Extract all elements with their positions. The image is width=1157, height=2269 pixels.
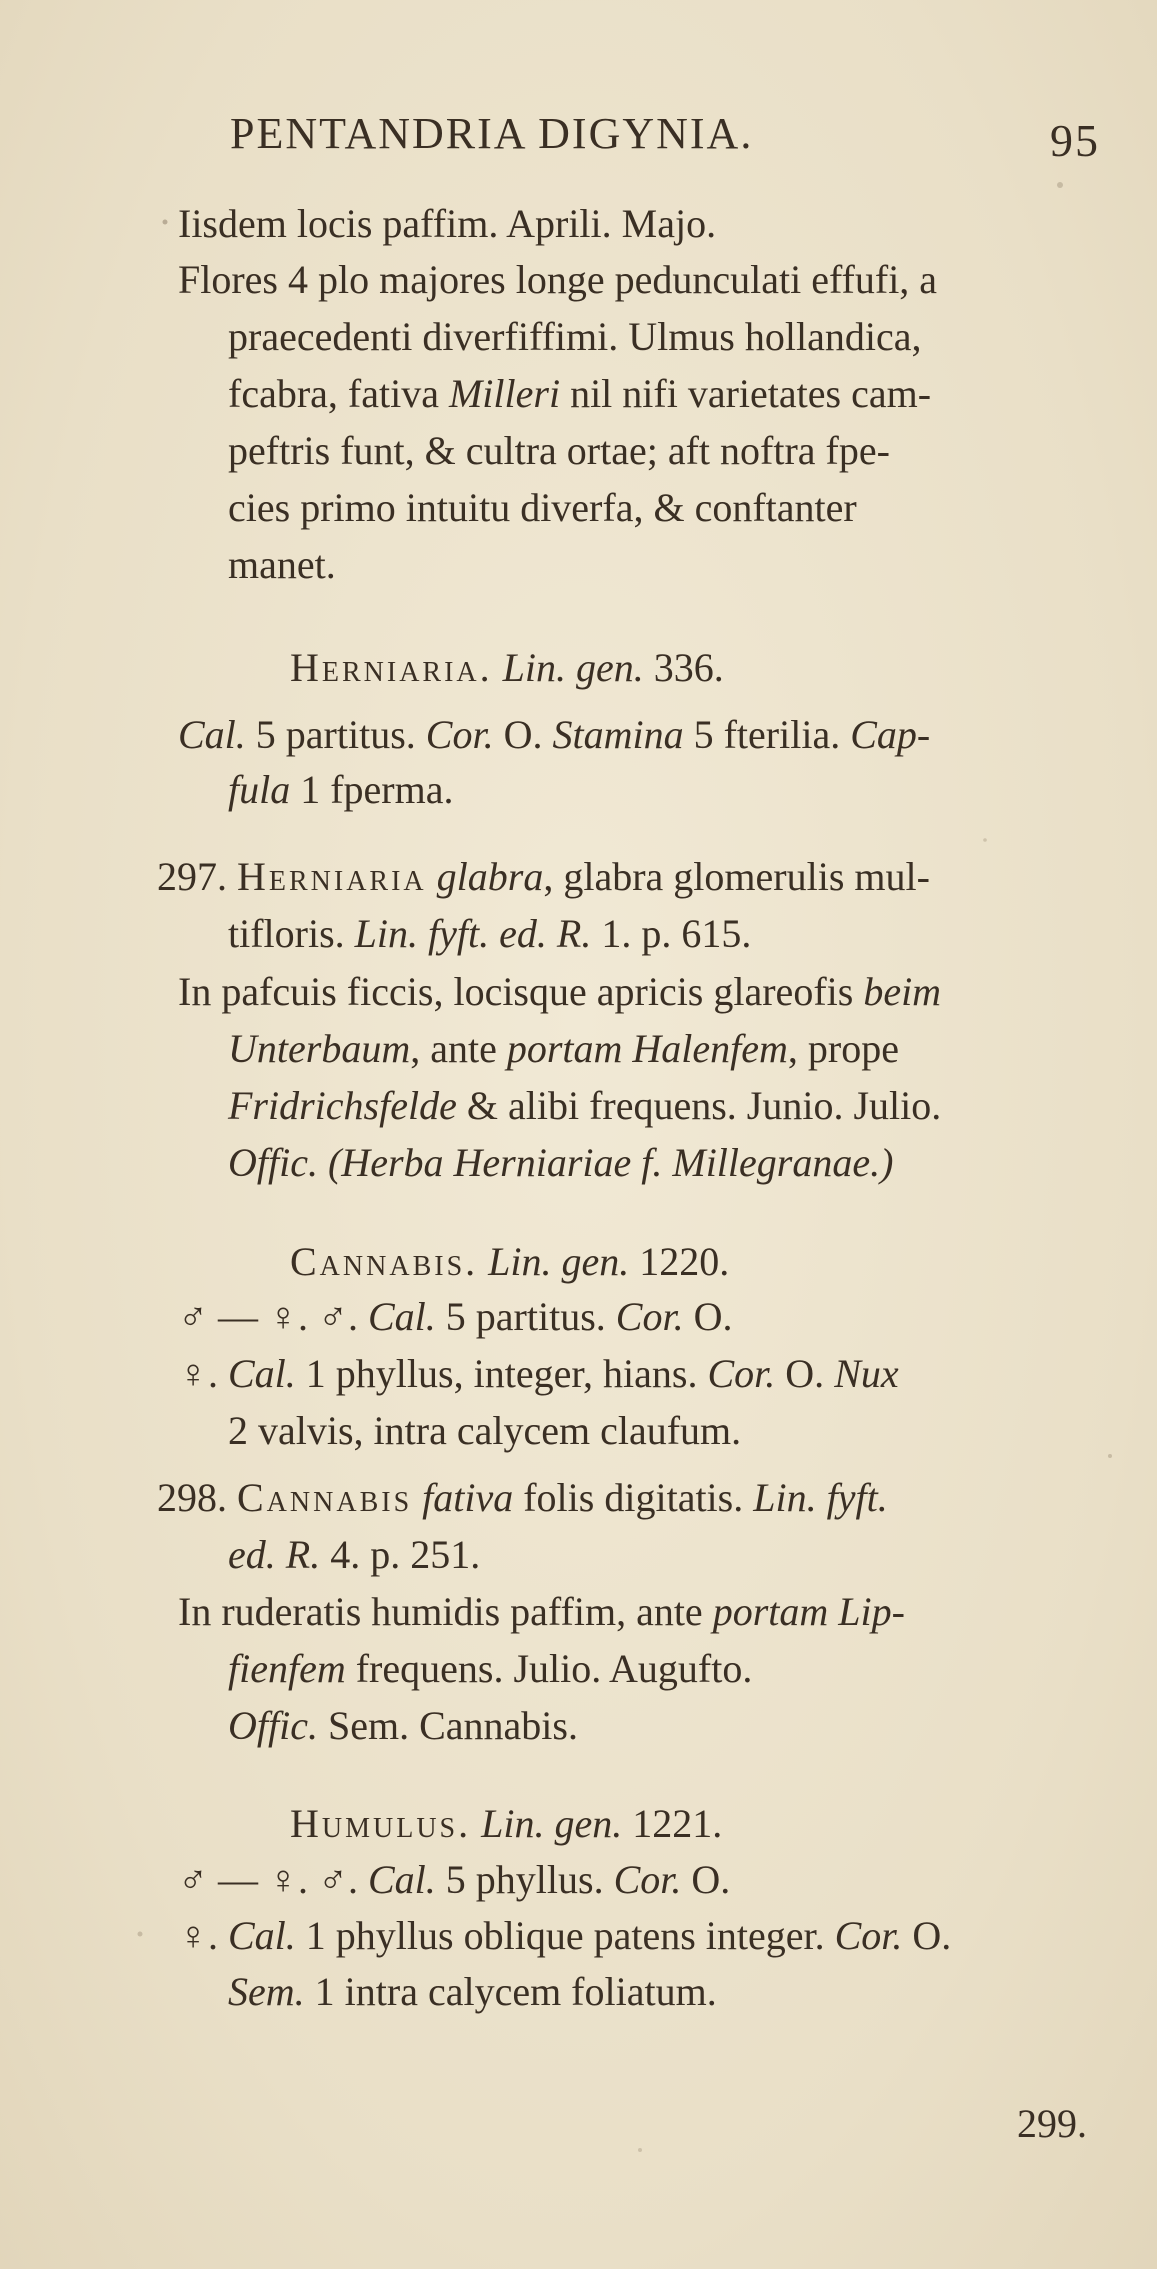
text-line: In pafcuis ficcis, locisque apricis glareofis beim xyxy=(178,969,942,1014)
text-line: ♀. Cal. 1 phyllus, integer, hians. Cor. O. Nux xyxy=(178,1351,899,1396)
text-line: Cal. 5 partitus. Cor. O. Stamina 5 fterilia. Cap- xyxy=(178,712,931,757)
catchword: 299. xyxy=(1017,2101,1087,2146)
text-line: Sem. 1 intra calycem foliatum. xyxy=(228,1969,717,2014)
genus-heading: Herniaria. Lin. gen. 336. xyxy=(290,645,724,690)
page-header xyxy=(230,108,1100,168)
text-line: fienfem frequens. Julio. Augufto. xyxy=(228,1646,753,1691)
running-title: PENTANDRIA DIGYNIA. xyxy=(230,109,754,158)
text-line: Offic. Sem. Cannabis. xyxy=(228,1703,578,1748)
text-line: 2 valvis, intra calycem claufum. xyxy=(228,1408,742,1453)
text-line: fula 1 fperma. xyxy=(228,767,454,812)
text-line: ♂ — ♀. ♂. Cal. 5 phyllus. Cor. O. xyxy=(178,1857,731,1902)
text-line: tifloris. Lin. fyft. ed. R. 1. p. 615. xyxy=(228,911,752,956)
text-line: manet. xyxy=(228,542,336,587)
text-line: Offic. (Herba Herniariae f. Millegranae.) xyxy=(228,1140,894,1185)
text-line: ♂ — ♀. ♂. Cal. 5 partitus. Cor. O. xyxy=(178,1294,733,1339)
genus-heading: Cannabis. Lin. gen. 1220. xyxy=(290,1239,730,1284)
text-line: ed. R. 4. p. 251. xyxy=(228,1532,481,1577)
text-line: Flores 4 plo majores longe pedunculati effufi, a xyxy=(178,257,938,302)
text-line: In ruderatis humidis paffim, ante portam Lip- xyxy=(178,1589,905,1634)
page-number: 95 xyxy=(1050,115,1100,166)
genus-heading: Humulus. Lin. gen. 1221. xyxy=(290,1801,723,1846)
text-line: Iisdem locis paffim. Aprili. Majo. xyxy=(178,201,717,246)
text-line: peftris funt, & cultra ortae; aft noftra fpe- xyxy=(228,428,890,473)
text-line: Unterbaum, ante portam Halenfem, prope xyxy=(228,1026,899,1071)
text-line: Fridrichsfelde & alibi frequens. Junio. Julio. xyxy=(228,1083,942,1128)
text-line: ♀. Cal. 1 phyllus oblique patens integer. Cor. O. xyxy=(178,1913,952,1958)
species-entry: 298. Cannabis fativa folis digitatis. Lin. fyft. xyxy=(157,1475,888,1520)
text-line: cies primo intuitu diverfa, & conftanter xyxy=(228,485,857,530)
species-entry: 297. Herniaria glabra, glabra glomerulis mul- xyxy=(157,854,930,899)
text-line: praecedenti diverfiffimi. Ulmus hollandica, xyxy=(228,314,922,359)
text-line: fcabra, fativa Milleri nil nifi varietates cam- xyxy=(228,371,932,416)
